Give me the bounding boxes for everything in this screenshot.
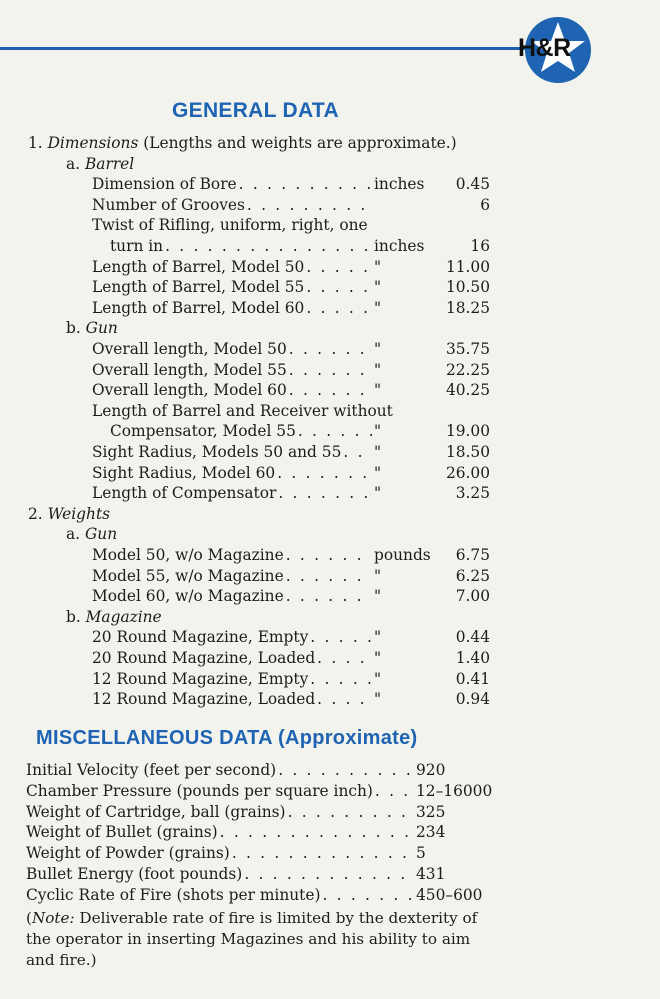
data-row: Model 60, w/o Magazine . . . " 7.00 [92, 586, 490, 607]
misc-row: Bullet Energy (foot pounds) . . . 431 [26, 864, 492, 885]
data-row: Model 50, w/o Magazine . . . pounds 6.75 [92, 545, 490, 566]
misc-row: Weight of Bullet (grains) . . . 234 [26, 822, 492, 843]
data-row: Twist of Rifling, uniform, right, one [92, 216, 368, 235]
data-row: turn in . . . inches 16 [110, 236, 490, 257]
data-row: Overall length, Model 50 . . . " 35.75 [92, 339, 490, 360]
data-row: Length of Barrel, Model 60 . . . " 18.25 [92, 298, 490, 319]
dimensions-heading: 1. Dimensions (Lengths and weights are approximate.) [28, 134, 457, 152]
data-row: Number of Grooves . . . 6 [92, 195, 490, 216]
misc-row: Weight of Cartridge, ball (grains) . . . 325 [26, 802, 492, 823]
weights-gun-subheading: a. Gun [66, 525, 118, 544]
data-row: Length of Barrel, Model 50 . . . " 11.00 [92, 257, 490, 278]
general-data-title: GENERAL DATA [172, 99, 339, 122]
data-row: Overall length, Model 55 . . . " 22.25 [92, 360, 490, 381]
misc-row: Initial Velocity (feet per second) . . . 920 [26, 760, 492, 781]
magazine-subheading: b. Magazine [66, 607, 162, 626]
data-row: Compensator, Model 55 . . . " 19.00 [110, 421, 490, 442]
data-row: Length of Barrel, Model 55 . . . " 10.50 [92, 277, 490, 298]
misc-row: Chamber Pressure (pounds per square inch) . . . 12–16000 [26, 781, 492, 802]
barrel-subheading: a. Barrel [66, 154, 135, 173]
data-row: Overall length, Model 60 . . . " 40.25 [92, 380, 490, 401]
data-row: Sight Radius, Model 60 . . . " 26.00 [92, 463, 490, 484]
data-row: 20 Round Magazine, Empty . . . " 0.44 [92, 627, 490, 648]
data-row: Dimension of Bore . . . inches 0.45 [92, 174, 490, 195]
header-rule [0, 47, 560, 50]
data-row: 12 Round Magazine, Loaded . . . " 0.94 [92, 689, 490, 710]
data-row: Length of Compensator . . . " 3.25 [92, 483, 490, 504]
data-row: 20 Round Magazine, Loaded . . . " 1.40 [92, 648, 490, 669]
misc-data-title: MISCELLANEOUS DATA (Approximate) [36, 727, 418, 749]
data-row: 12 Round Magazine, Empty . . . " 0.41 [92, 669, 490, 690]
data-row: Model 55, w/o Magazine . . . " 6.25 [92, 566, 490, 587]
gun-subheading: b. Gun [66, 319, 118, 338]
data-row: Sight Radius, Models 50 and 55 . . . " 18.50 [92, 442, 490, 463]
weights-heading: 2. Weights [28, 504, 111, 523]
logo-text: H&R [518, 34, 571, 62]
misc-row: Weight of Powder (grains) . . . 5 [26, 843, 492, 864]
note-paragraph: (Note: Deliverable rate of fire is limited by the dexterity of the operator in inserting Magazines and his ability to aim and fire.) [26, 909, 478, 969]
misc-row: Cyclic Rate of Fire (shots per minute) . . . 450–600 [26, 885, 492, 906]
data-row: Length of Barrel and Receiver without [92, 401, 393, 420]
